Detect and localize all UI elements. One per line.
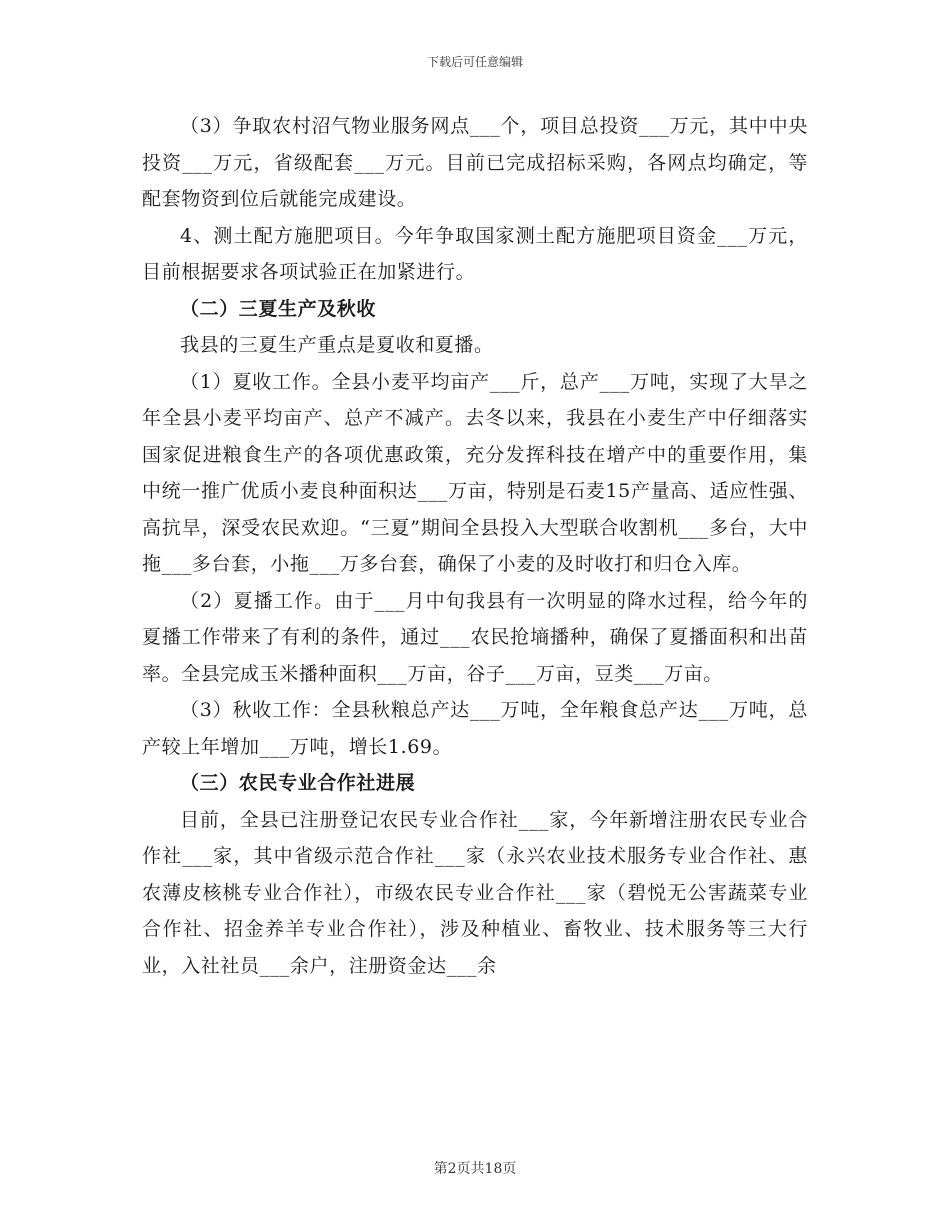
- document-body: [142, 108, 808, 984]
- page-number: 第2页共18页: [433, 1161, 517, 1177]
- paragraph-summer-intro: 我县的三夏生产重点是夏收和夏播。: [180, 334, 494, 356]
- section-heading-cooperatives: （三）农民专业合作社进展: [180, 772, 416, 794]
- paragraph-cooperatives: 目前，全县已注册登记农民专业合作社___家，今年新增注册农民专业合作社___家，其中省级示范合作社___家（永兴农业技术服务专业合作社、惠农薄皮核桃专业合作社），市级农民专业合作社___家（碧悦无公害蔬菜专业合作社、招金养羊专业合作社），涉及种植业、畜牧业、技术服务等三大行业，入社社员___余户，注册资金达___余: [142, 808, 808, 977]
- paragraph-summer-sowing: （2）夏播工作。由于___月中旬我县有一次明显的降水过程，给今年的夏播工作带来了有利的条件，通过___农民抢墒播种，确保了夏播面积和出苗率。全县完成玉米播种面积___万亩，谷子___万亩，豆类___万亩。: [142, 589, 808, 685]
- section-heading-summer-autumn: （二）三夏生产及秋收: [180, 297, 377, 320]
- paragraph-biogas-service: （3）争取农村沼气物业服务网点___个，项目总投资___万元，其中中央投资___万元，省级配套___万元。目前已完成招标采购，各网点均确定，等配套物资到位后就能完成建设。: [142, 115, 808, 210]
- paragraph-soil-testing: 4、测土配方施肥项目。今年争取国家测土配方施肥项目资金___万元，目前根据要求各项试验正在加紧进行。: [142, 224, 808, 283]
- paragraph-summer-harvest: （1）夏收工作。全县小麦平均亩产___斤，总产___万吨，实现了大旱之年全县小麦平均亩产、总产不减产。去冬以来，我县在小麦生产中仔细落实国家促进粮食生产的各项优惠政策，充分发挥科技在增产中的重要作用，集中统一推广优质小麦良种面积达___万亩，特别是石麦15产量高、适应性强、高抗旱，深受农民欢迎。“三夏”期间全县投入大型联合收割机___多台，大中拖___多台套，小拖___万多台套，确保了小麦的及时收打和归仓入库。: [142, 370, 808, 575]
- page-header: 下载后可任意编辑: [426, 55, 523, 69]
- paragraph-autumn-harvest: （3）秋收工作：全县秋粮总产达___万吨，全年粮食总产达___万吨，总产较上年增加___万吨，增长1.69。: [142, 699, 808, 758]
